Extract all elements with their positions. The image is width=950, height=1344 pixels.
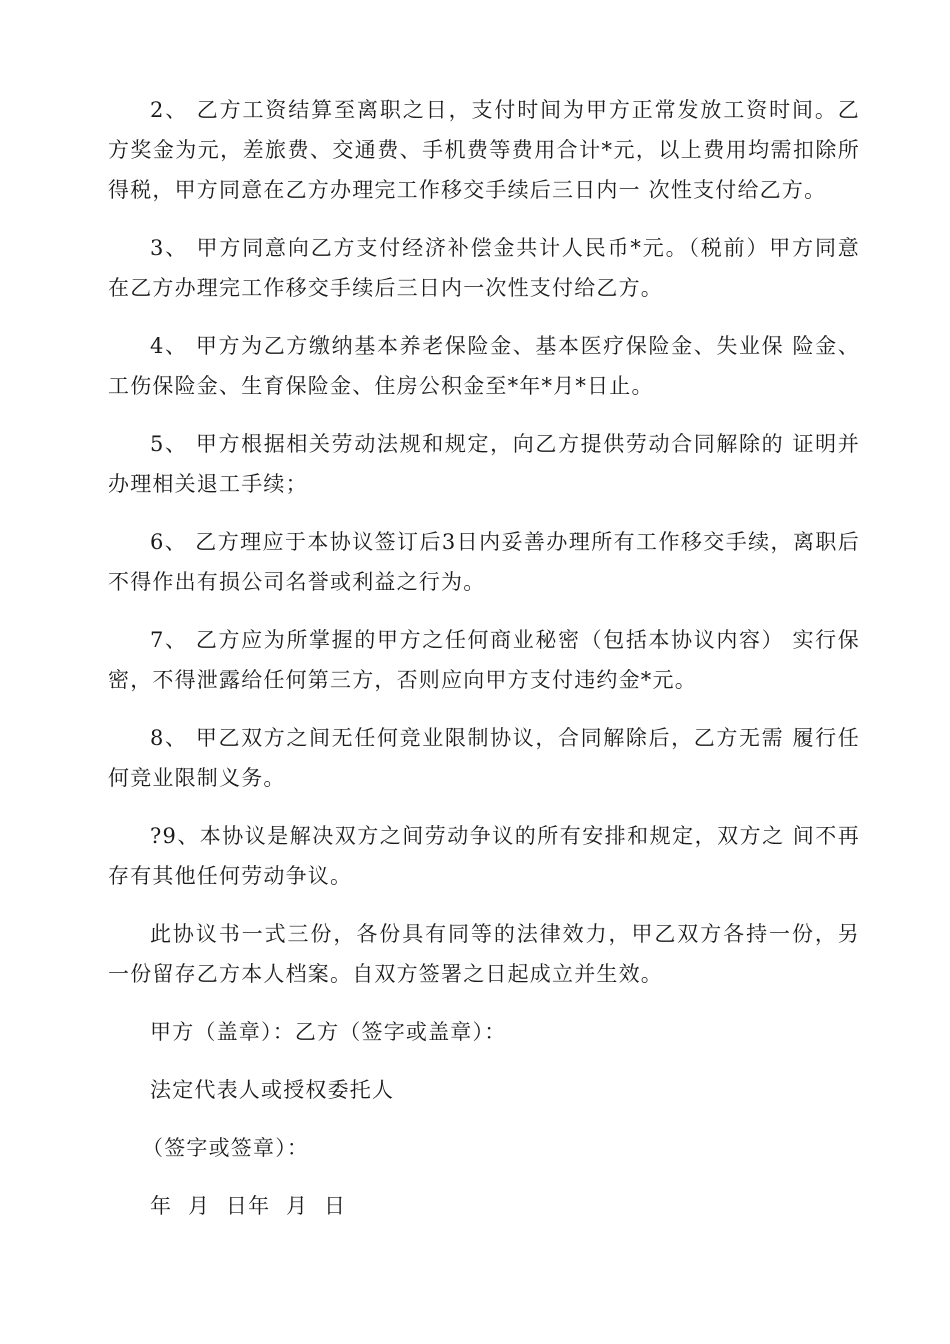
clause-4: 4、 甲方为乙方缴纳基本养老保险金、基本医疗保险金、失业保 险金、工伤保险金、生育保险金、住房公积金至*年*月*日止。 <box>108 334 860 398</box>
signature-note: （签字或签章）： <box>142 1136 310 1160</box>
clause-9: ?9、本协议是解决双方之间劳动争议的所有安排和规定，双方之 间不再存有其他任何劳动争议。 <box>108 824 860 888</box>
document-page <box>108 90 860 1244</box>
clause-8: 8、 甲乙双方之间无任何竞业限制协议，合同解除后，乙方无需 履行任何竞业限制义务。 <box>108 726 860 790</box>
signature-date: 年 月 日年 月 日 <box>150 1194 347 1218</box>
clause-5: 5、 甲方根据相关劳动法规和规定，向乙方提供劳动合同解除的 证明并办理相关退工手续； <box>108 432 860 496</box>
clause-2: 2、 乙方工资结算至离职之日，支付时间为甲方正常发放工资时间。乙方奖金为元，差旅费、交通费、手机费等费用合计*元，以上费用均需扣除所得税，甲方同意在乙方办理完工作移交手续后三日内一 次性支付给乙方。 <box>108 98 860 202</box>
signature-parties: 甲方（盖章）：乙方（签字或盖章）： <box>150 1020 507 1044</box>
signature-representative: 法定代表人或授权委托人 <box>150 1078 395 1102</box>
clause-7: 7、 乙方应为所掌握的甲方之任何商业秘密（包括本协议内容） 实行保密，不得泄露给任何第三方，否则应向甲方支付违约金*元。 <box>108 628 860 692</box>
clause-3: 3、 甲方同意向乙方支付经济补偿金共计人民币*元。（税前）甲方同意在乙方办理完工作移交手续后三日内一次性支付给乙方。 <box>108 236 860 300</box>
closing-paragraph: 此协议书一式三份，各份具有同等的法律效力，甲乙双方各持一份，另一份留存乙方本人档案。自双方签署之日起成立并生效。 <box>108 922 860 986</box>
clause-6: 6、 乙方理应于本协议签订后3日内妥善办理所有工作移交手续，离职后不得作出有损公司名誉或利益之行为。 <box>108 530 860 594</box>
